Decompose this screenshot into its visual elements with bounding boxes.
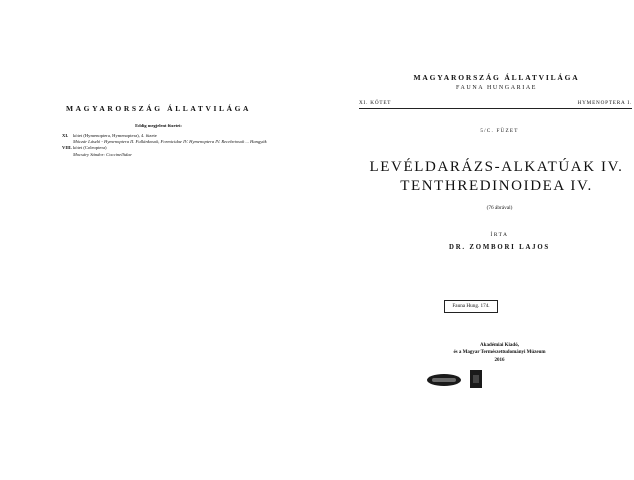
wrote-label: ÍRTA <box>490 232 509 238</box>
publisher-logo <box>427 374 461 386</box>
list-item-volume: VIII. <box>62 145 72 151</box>
author-name: DR. ZOMBORI LAJOS <box>448 244 551 251</box>
museum-logo <box>470 370 482 388</box>
order-label: HYMENOPTERA I. <box>577 100 632 106</box>
published-list <box>62 133 302 158</box>
list-item-text: Mocsáry Sándor: Coccinellidae <box>73 151 132 157</box>
left-series-title: MAGYARORSZÁG ÁLLATVILÁGA <box>65 104 252 113</box>
booklet-label: 5/C. FÜZET <box>480 128 519 134</box>
right-series-title: MAGYARORSZÁG ÁLLATVILÁGA <box>413 73 580 82</box>
list-item-text: Móczár László - Hymenoptera II. Fullánkosok, Formicidae IV. Hymenoptera IV. Recebetosok ... Hangyák <box>73 139 267 145</box>
series-number-box: Fauna Hung. 174. <box>444 300 498 313</box>
volume-label: XI. KÖTET <box>359 100 392 106</box>
series-latin: FAUNA HUNGARIAE <box>455 85 538 91</box>
list-item-volume: XI. <box>62 133 69 138</box>
divider <box>359 108 632 109</box>
book-subtitle: TENTHREDINOIDEA IV. <box>400 178 593 194</box>
figures-note: (76 ábrával) <box>486 205 513 211</box>
list-item-text: kötet (Coleoptera) <box>73 145 107 151</box>
publication-year: 2016 <box>494 358 505 363</box>
list-item-text: kötet (Hymenoptera, Hymenoptera), 4. füzete <box>73 133 157 138</box>
list-item-volume <box>62 152 73 158</box>
right-page <box>317 0 634 480</box>
publisher-line-2: és a Magyar Természettudományi Múzeum <box>453 350 546 355</box>
published-label: Eddig megjelent füzetei: <box>135 123 182 128</box>
publisher-line-1: Akadémiai Kiadó, <box>480 343 519 348</box>
list-item <box>62 152 302 158</box>
book-title: LEVÉLDARÁZS-ALKATÚAK IV. <box>369 159 624 175</box>
